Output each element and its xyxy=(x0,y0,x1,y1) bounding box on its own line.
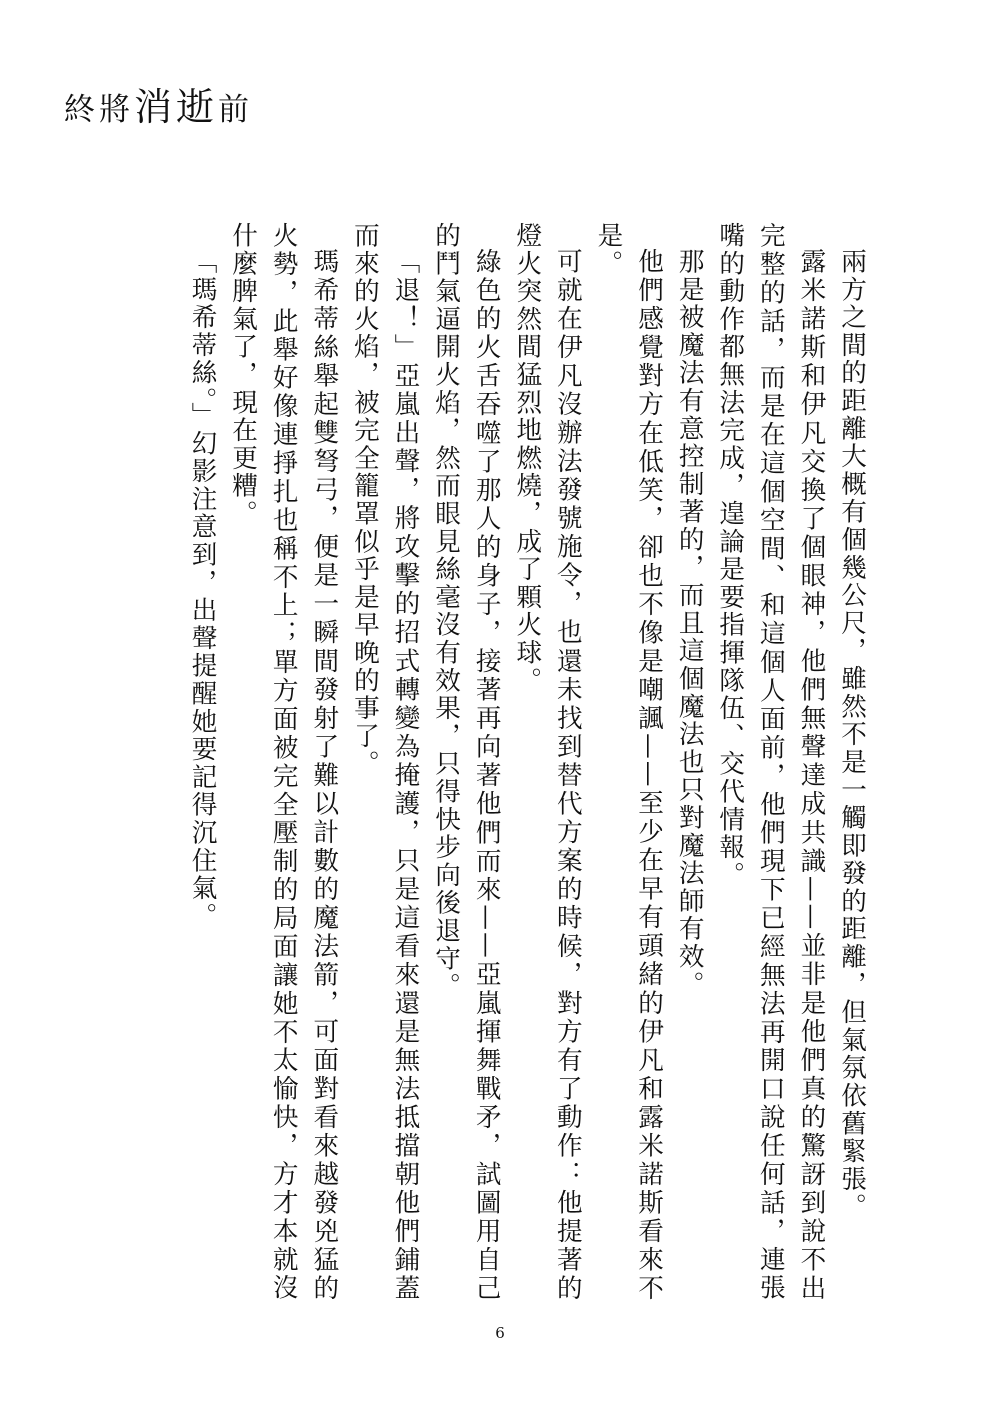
paragraph: 那是被魔法有意控制著的，而且這個魔法也只對魔法師有效。 xyxy=(674,247,705,999)
paragraph: 「瑪希蒂絲。」幻影注意到，出聲提醒她要記得沉住氣。 xyxy=(187,247,218,930)
page-number: 6 xyxy=(495,1324,505,1342)
paragraph: 綠色的火舌吞噬了那人的身子，接著再向著他們而來——亞嵐揮舞戰矛，試圖用自己的鬥氣逼開火焰，然而眼見絲毫沒有效果，只得快步向後退守。 xyxy=(431,222,502,1302)
paragraph: 瑪希蒂絲舉起雙弩弓，便是一瞬間發射了難以計數的魔法箭，可面對看來越發兇猛的火勢，此舉好像連掙扎也稱不上；單方面被完全壓制的局面讓她不太愉快，方才本就沒什麼脾氣了，現在更糟。 xyxy=(228,222,340,1302)
paragraph: 他們感覺對方在低笑，卻也不像是嘲諷——至少在早有頭緒的伊凡和露米諾斯看來不是。 xyxy=(593,222,665,1302)
paragraph: 露米諾斯和伊凡交換了個眼神，他們無聲達成共識——並非是他們真的驚訝到說不出完整的話，而是在這個空間、和這個人面前，他們現下已經無法再開口說任何話，連張嘴的動作都無法完成，遑論是要指揮隊伍、交代情報。 xyxy=(715,222,827,1302)
chapter-title-part-2: 消逝 xyxy=(134,85,219,129)
chapter-title xyxy=(64,85,254,129)
paragraph: 兩方之間的距離大概有個幾公尺，雖然不是一觸即發的距離，但氣氛依舊緊張。 xyxy=(837,247,867,1221)
chapter-title-part-1: 終將 xyxy=(64,92,134,128)
paragraph: 可就在伊凡沒辦法發號施令，也還未找到替代方案的時候，對方有了動作：他提著的燈火突然間猛烈地燃燒，成了顆火球。 xyxy=(512,222,583,1302)
chapter-title-part-3: 前 xyxy=(218,92,254,128)
vertical-body-text xyxy=(160,222,872,1302)
paragraph: 「退！」亞嵐出聲，將攻擊的招式轉變為掩護，只是這看來還是無法抵擋朝他們鋪蓋而來的火焰，被完全籠罩似乎是早晚的事了。 xyxy=(349,222,421,1302)
